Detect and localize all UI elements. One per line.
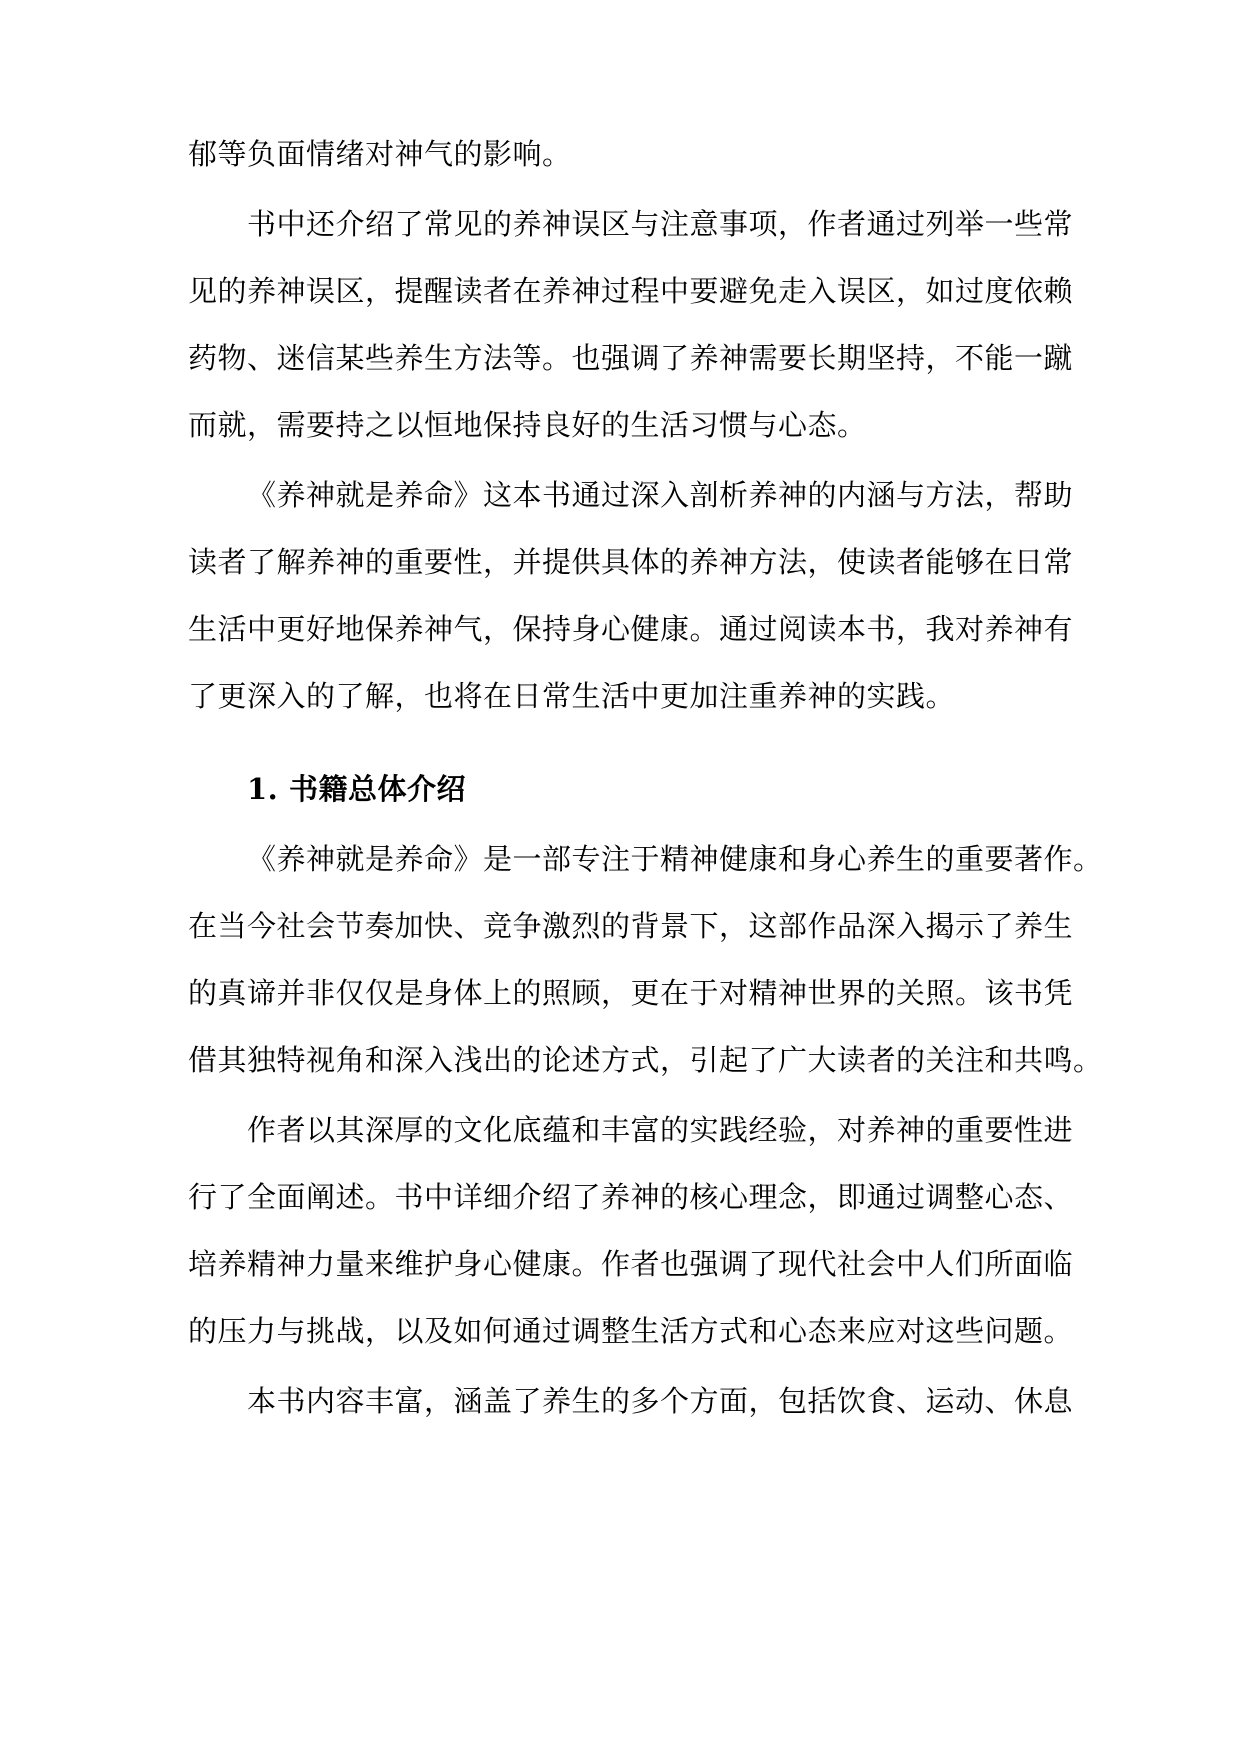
paragraph-line: 借其独特视角和深入浅出的论述方式，引起了广大读者的关注和共鸣。 [188,1043,1103,1077]
paragraph-line: 生活中更好地保养神气，保持身心健康。通过阅读本书，我对养神有 [188,612,1074,646]
paragraph-line: 药物、迷信某些养生方法等。也强调了养神需要长期坚持，不能一蹴 [188,341,1074,375]
paragraph-line: 读者了解养神的重要性，并提供具体的养神方法，使读者能够在日常 [188,545,1074,579]
section-number: 1. [247,772,279,806]
paragraph-line: 培养精神力量来维护身心健康。作者也强调了现代社会中人们所面临 [188,1247,1074,1281]
paragraph-line: 见的养神误区，提醒读者在养神过程中要避免走入误区，如过度依赖 [188,274,1074,308]
paragraph-line: 《养神就是养命》是一部专注于精神健康和身心养生的重要著作。 [247,842,1103,876]
paragraph-line: 在当今社会节奏加快、竞争激烈的背景下，这部作品深入揭示了养生 [188,909,1074,943]
paragraph-line: 的压力与挑战，以及如何通过调整生活方式和心态来应对这些问题。 [188,1314,1074,1348]
paragraph-line: 行了全面阐述。书中详细介绍了养神的核心理念，即通过调整心态、 [188,1180,1074,1214]
paragraph-line: 郁等负面情绪对神气的影响。 [188,137,572,171]
paragraph-line: 书中还介绍了常见的养神误区与注意事项，作者通过列举一些常 [247,207,1074,241]
paragraph-line: 的真谛并非仅仅是身体上的照顾，更在于对精神世界的关照。该书凭 [188,976,1074,1010]
paragraph-line: 作者以其深厚的文化底蕴和丰富的实践经验，对养神的重要性进 [247,1113,1074,1147]
section-heading [247,769,466,809]
paragraph-line: 《养神就是养命》这本书通过深入剖析养神的内涵与方法，帮助 [247,478,1074,512]
paragraph-line: 本书内容丰富，涵盖了养生的多个方面，包括饮食、运动、休息 [247,1384,1074,1418]
section-title: 书籍总体介绍 [289,772,467,806]
paragraph-line: 了更深入的了解，也将在日常生活中更加注重养神的实践。 [188,679,956,713]
paragraph-line: 而就，需要持之以恒地保持良好的生活习惯与心态。 [188,408,867,442]
